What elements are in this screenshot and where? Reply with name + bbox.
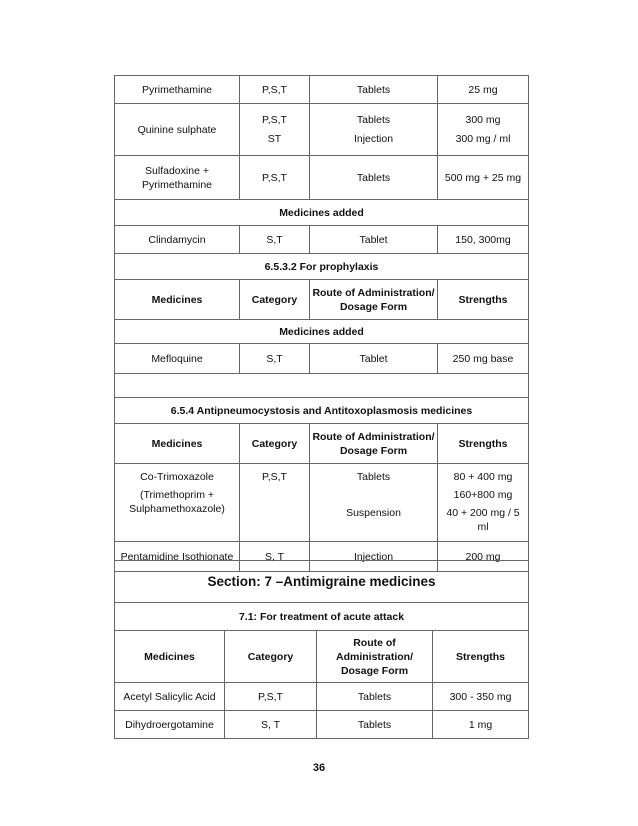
table-row (115, 683, 529, 711)
header-route-line: Dosage Form (339, 444, 408, 457)
route-value: Tablets (356, 114, 391, 126)
strength-cell: 500 mg + 25 mg (438, 156, 529, 200)
table-row (115, 104, 529, 156)
category-cell: P,S,T (240, 76, 310, 104)
medicine-line: Co-Trimoxazole (140, 471, 214, 483)
category-cell: S, T (240, 542, 310, 572)
table-header-row (115, 631, 529, 683)
route-cell: Tablets (310, 156, 438, 200)
strength-cell: 25 mg (438, 76, 529, 104)
route-value: Tablets (356, 471, 391, 483)
route-cell: Tablet (310, 226, 438, 254)
header-route-line: Administration/ (335, 650, 413, 663)
medicine-cell: Mefloquine (115, 344, 240, 374)
table-row (115, 76, 529, 104)
section-title: Section: 7 –Antimigraine medicines (115, 561, 529, 603)
medicine-line: Pyrimethamine (141, 178, 213, 191)
category-cell: P,S,T (240, 464, 310, 542)
category-cell (240, 104, 310, 156)
strength-cell: 1 mg (433, 711, 529, 739)
strength-cell: 300 - 350 mg (433, 683, 529, 711)
category-cell: P,S,T (240, 156, 310, 200)
route-cell (310, 464, 438, 542)
header-route-line: Dosage Form (339, 300, 408, 313)
header-strengths: Strengths (438, 424, 529, 464)
header-route-line: Route of Administration/ (312, 286, 435, 299)
category-cell: S,T (240, 226, 310, 254)
route-cell: Tablet (310, 344, 438, 374)
table-row (115, 254, 529, 280)
strength-value: 80 + 400 mg (453, 471, 513, 483)
strength-value: 300 mg (465, 114, 501, 126)
medicines-added-heading: Medicines added (115, 320, 529, 344)
header-route-line: Dosage Form (340, 664, 409, 677)
medicine-cell: Pentamidine Isothionate (115, 542, 240, 572)
header-medicines: Medicines (115, 424, 240, 464)
strength-value: 300 mg / ml (455, 133, 511, 145)
table-row (115, 156, 529, 200)
strength-value: 40 + 200 mg / 5 (446, 507, 520, 519)
medicine-cell: Dihydroergotamine (115, 711, 225, 739)
medicine-line: Sulfadoxine + (145, 164, 209, 177)
strength-value: ml (477, 521, 489, 533)
header-category: Category (225, 631, 317, 683)
antipneumocystosis-heading: 6.5.4 Antipneumocystosis and Antitoxoplasmosis medicines (115, 398, 529, 424)
page-number: 36 (312, 762, 326, 774)
prophylaxis-heading: 6.5.3.2 For prophylaxis (115, 254, 529, 280)
header-category: Category (240, 280, 310, 320)
header-route (317, 631, 433, 683)
table-row (115, 711, 529, 739)
strength-cell: 250 mg base (438, 344, 529, 374)
strength-cell (438, 464, 529, 542)
acute-attack-heading: 7.1: For treatment of acute attack (115, 603, 529, 631)
medicine-cell (115, 464, 240, 542)
medicine-cell: Acetyl Salicylic Acid (115, 683, 225, 711)
header-route-line: Route of (353, 636, 396, 649)
table-row (115, 200, 529, 226)
empty-row (115, 374, 529, 398)
header-medicines: Medicines (115, 280, 240, 320)
header-strengths: Strengths (438, 280, 529, 320)
category-cell: S, T (225, 711, 317, 739)
route-cell: Tablets (317, 683, 433, 711)
strength-value: 160+800 mg (453, 489, 513, 501)
medicine-cell: Clindamycin (115, 226, 240, 254)
table-row (115, 226, 529, 254)
strength-cell (438, 104, 529, 156)
medicine-cell: Pyrimethamine (115, 76, 240, 104)
route-cell: Tablets (317, 711, 433, 739)
route-value: Injection (353, 133, 394, 145)
table-row (115, 344, 529, 374)
antimalarial-table (114, 75, 529, 572)
table-row (115, 398, 529, 424)
medicines-added-heading: Medicines added (115, 200, 529, 226)
medicine-cell (115, 156, 240, 200)
medicine-line: (Trimethoprim + (140, 489, 214, 501)
antimigraine-table (114, 560, 529, 739)
empty-cell (115, 374, 529, 398)
category-cell: P,S,T (225, 683, 317, 711)
table-row (115, 464, 529, 542)
table-row (115, 320, 529, 344)
strength-cell: 200 mg (438, 542, 529, 572)
header-strengths: Strengths (433, 631, 529, 683)
header-route (310, 424, 438, 464)
table-header-row (115, 424, 529, 464)
table-row (115, 561, 529, 603)
header-medicines: Medicines (115, 631, 225, 683)
table-row (115, 603, 529, 631)
route-cell (310, 104, 438, 156)
category-value: P,S,T (262, 114, 287, 126)
strength-cell: 150, 300mg (438, 226, 529, 254)
medicine-cell: Quinine sulphate (115, 104, 240, 156)
route-value: Suspension (346, 507, 401, 519)
medicine-line: Sulphamethoxazole) (129, 503, 225, 515)
header-category: Category (240, 424, 310, 464)
category-value: ST (267, 133, 282, 145)
header-route-line: Route of Administration/ (312, 430, 435, 443)
table-header-row (115, 280, 529, 320)
category-cell: S,T (240, 344, 310, 374)
route-cell: Injection (310, 542, 438, 572)
route-cell: Tablets (310, 76, 438, 104)
header-route (310, 280, 438, 320)
